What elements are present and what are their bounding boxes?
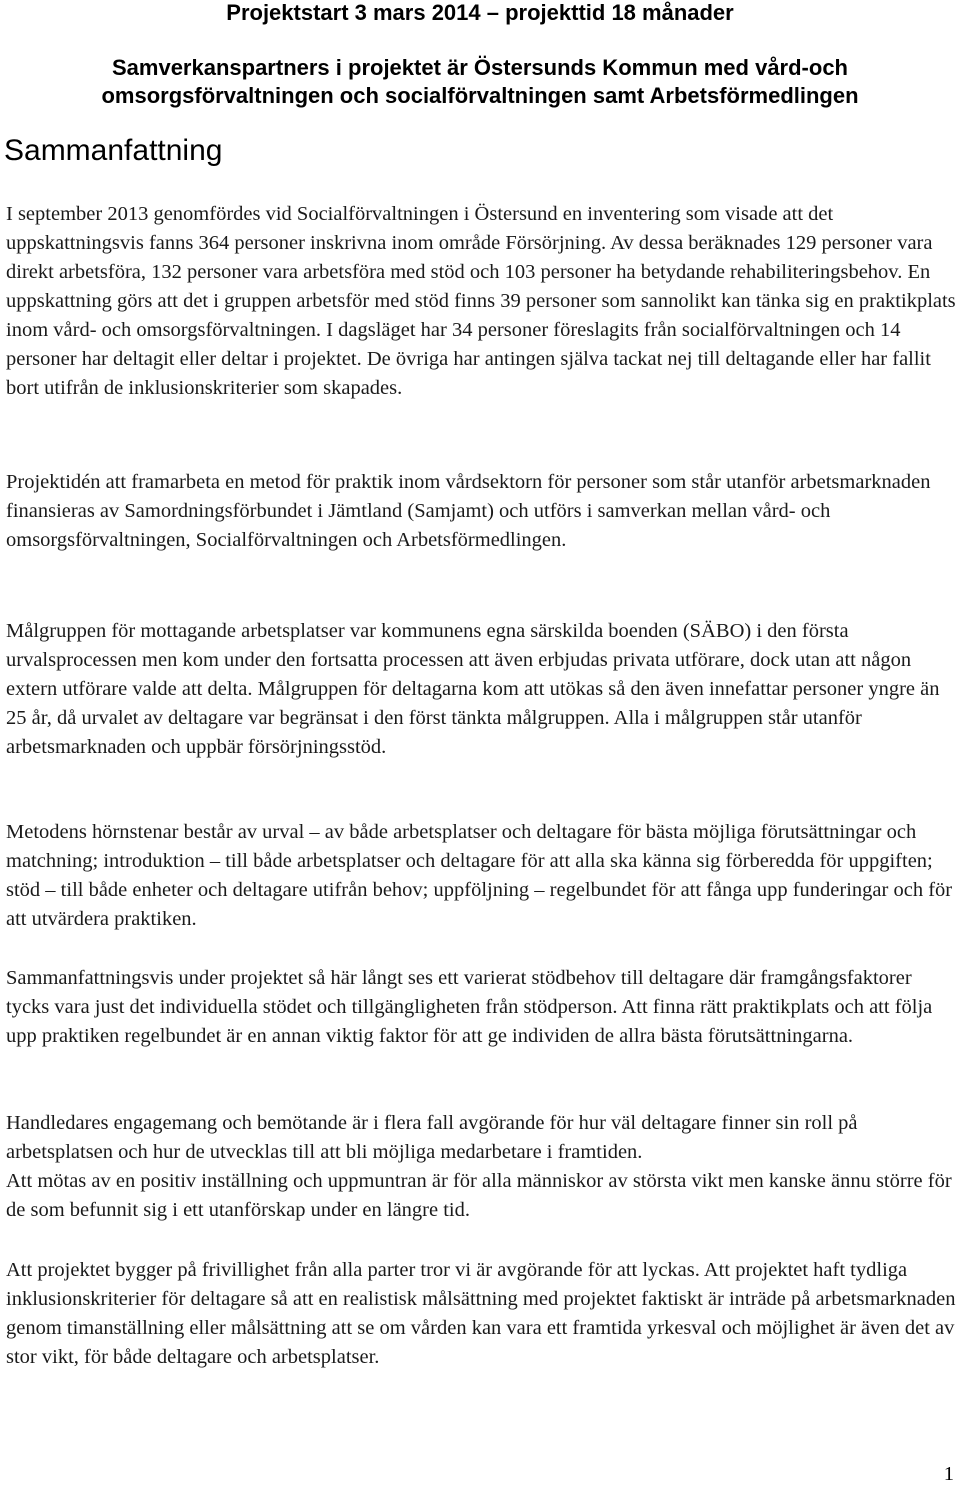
- paragraph-inventory: I september 2013 genomfördes vid Socialförvaltningen i Östersund en inventering som visade att det uppskattningsvis fanns 364 personer inskrivna inom område Försörjning. Av dessa beräknades 129 personer vara direkt arbetsföra, 132 personer vara arbetsföra med stöd och 103 personer ha betydande rehabiliteringsbehov. En uppskattning görs att det i gruppen arbetsför med stöd finns 39 personer som sannolikt kan tänka sig en praktikplats inom vård- och omsorgsförvaltningen. I dagsläget har 34 personer föreslagits från socialförvaltningen och 14 personer har deltagit eller deltar i projektet. De övriga har antingen själva tackat nej till deltagande eller har fallit bort utifrån de inklusionskriterier som skapades.: [6, 203, 956, 399]
- paragraph-target-group: Målgruppen för mottagande arbetsplatser var kommunens egna särskilda boenden (SÄBO) i den första urvalsprocessen men kom under den fortsatta processen att även erbjudas privata utförare, dock utan att någon extern utförare valde att delta. Målgruppen för deltagarna kom att utökas så den även innefattar personer yngre än 25 år, då urvalet av deltagare var begränsat i den först tänkta målgruppen. Alla i målgruppen står utanför arbetsmarknaden och uppbär försörjningsstöd.: [6, 620, 940, 758]
- page-number: 1: [943, 1463, 954, 1485]
- partners-line-1: Samverkanspartners i projektet är Östersunds Kommun med vård-och: [111, 55, 848, 80]
- paragraph-project-idea: Projektidén att framarbeta en metod för praktik inom vårdsektorn för personer som står utanför arbetsmarknaden finansieras av Samordningsförbundet i Jämtland (Samjamt) och utförs i samverkan mellan vård- och omsorgsförvaltningen, Socialförvaltningen och Arbetsförmedlingen.: [6, 471, 931, 551]
- paragraph-positive-attitude: Att mötas av en positiv inställning och uppmuntran är för alla människor av största vikt men kanske ännu större för de som befunnit sig i ett utanförskap under en längre tid.: [6, 1170, 952, 1221]
- project-start-line: Projektstart 3 mars 2014 – projekttid 18 månader: [226, 0, 734, 25]
- paragraph-summary: Sammanfattningsvis under projektet så här långt ses ett varierat stödbehov till deltagare där framgångsfaktorer tycks vara just det individuella stödet och tillgängligheten från stödperson. Att finna rätt praktikplats och att följa upp praktiken regelbundet är en annan viktig faktor för att ge individen de allra bästa förutsättningarna.: [6, 967, 933, 1047]
- section-heading: Sammanfattning: [4, 134, 223, 167]
- paragraph-voluntariness: Att projektet bygger på frivillighet från alla parter tror vi är avgörande för att lyckas. Att projektet haft tydliga inklusionskriterier för deltagare så att en realistisk målsättning med projektet faktiskt är inträde på arbetsmarknaden genom timanställning eller målsättning att se om vården kan vara ett framtida yrkesval och möjlighet är även det av stor vikt, för både deltagare och arbetsplatser.: [6, 1259, 956, 1368]
- paragraph-method-cornerstones: Metodens hörnstenar består av urval – av både arbetsplatser och deltagare för bästa möjliga förutsättningar och matchning; introduktion – till både arbetsplatser och deltagare för att alla ska känna sig förberedda för uppgiften; stöd – till både enheter och deltagare utifrån behov; uppföljning – regelbundet för att fånga upp funderingar och för att utvärdera praktiken.: [6, 821, 953, 930]
- paragraph-supervisors: Handledares engagemang och bemötande är i flera fall avgörande för hur väl deltagare finner sin roll på arbetsplatsen och hur de utvecklas till att bli möjliga medarbetare i framtiden.: [6, 1112, 858, 1163]
- partners-line-2: omsorgsförvaltningen och socialförvaltningen samt Arbetsförmedlingen: [101, 83, 859, 108]
- partners-statement: [0, 54, 960, 110]
